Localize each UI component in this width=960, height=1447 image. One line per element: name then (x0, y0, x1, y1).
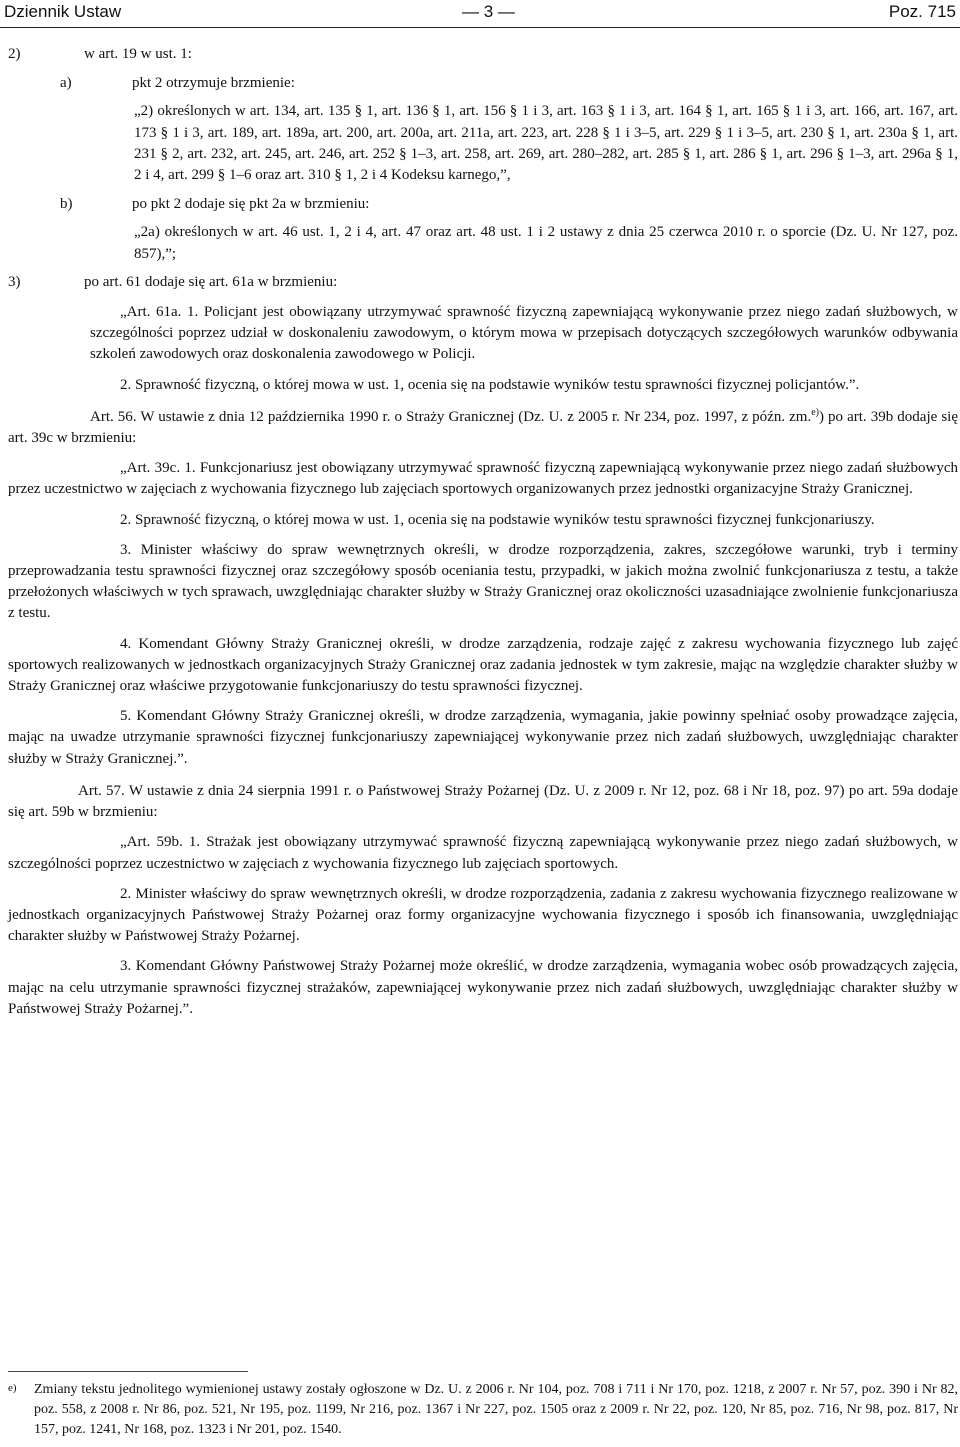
list-item-3 (8, 272, 958, 293)
list-number: 3) (8, 273, 21, 290)
journal-title: Dziennik Ustaw (4, 2, 122, 21)
footnote-mark: e) (8, 1382, 17, 1394)
art-39c-ust-5: 5. Komendant Główny Straży Granicznej określi, w drodze zarządzenia, wymagania, jakie powinny spełniać osoby prowadzące zajęcia, mając na uwadze utrzymanie sprawności fizycznej funkcjonariuszy zapewniającej wykonywanie przez nich zadań służbowych, uwzględniając charakter służby w Straży Granicznej.”. (8, 708, 958, 767)
art-61a-ust-1: „Art. 61a. 1. Policjant jest obowiązany utrzymywać sprawność fizyczną zapewniającą wykonywanie przez niego zadań służbowych, w szczególności poprzez udział w doskonaleniu zawodowym, o którym mowa w przepisach dotyczących szczegółowych warunków odbywania szkoleń zawodowych oraz doskonalenia zawodowego w Policji. (90, 304, 958, 363)
art-59b-ust-2: 2. Minister właściwy do spraw wewnętrznych określi, w drodze rozporządzenia, zadania z zakresu wychowania fizycznego realizowane w jednostkach organizacyjnych Państwowej Straży Pożarnej oraz formy organizacyjne wychowania fizycznego i sposób ich finansowania, uwzględniając charakter służby w Państwowej Straży Pożarnej. (8, 885, 958, 945)
art-39c-ust-4: 4. Komendant Główny Straży Granicznej określi, w drodze zarządzenia, rodzaje zajęć z zakresu wychowania fizycznego lub zajęć sportowych realizowanych w jednostkach organizacyjnych Straży Granicznej oraz zadania jednostek w tym zakresie, mając na względzie charakter służby w Straży Granicznej oraz właściwe przygotowanie funkcjonariuszy do testu sprawności fizycznej. (8, 635, 958, 695)
list-item-2 (8, 44, 958, 65)
art-59b-ust-3: 3. Komendant Główny Państwowej Straży Pożarnej może określić, w drodze zarządzenia, wymagania wobec osób prowadzących zajęcia, mając na celu utrzymanie sprawności fizycznej strażaków, zapewniającej wykonywanie przez nich zadań służbowych, uwzględniając charakter służby w Państwowej Straży Pożarnej.”. (8, 958, 958, 1017)
art-39c-ust-2: 2. Sprawność fizyczną, o której mowa w ust. 1, ocenia się na podstawie wyników testu sprawności fizycznej funkcjonariuszy. (120, 511, 875, 528)
footnote (8, 1380, 958, 1440)
document-body (8, 44, 958, 1020)
footnote-rule (8, 1371, 248, 1372)
footnote-text: Zmiany tekstu jednolitego wymienionej ustawy zostały ogłoszone w Dz. U. z 2006 r. Nr 104, poz. 708 i 711 i Nr 170, poz. 1218, z 2007 r. Nr 57, poz. 390 i Nr 82, poz. 558, z 2008 r. Nr 86, poz. 521, Nr 195, poz. 1199, Nr 216, poz. 1367 i Nr 227, poz. 1505 oraz z 2009 r. Nr 22, poz. 120, Nr 85, poz. 716, Nr 98, poz. 817, Nr 157, poz. 1241, Nr 168, poz. 1323 i Nr 201, poz. 1540. (34, 1382, 958, 1437)
art-57-intro: Art. 57. W ustawie z dnia 24 sierpnia 1991 r. o Państwowej Straży Pożarnej (Dz. U. z 2009 r. Nr 12, poz. 68 i Nr 18, poz. 97) po art. 59a dodaje się art. 59b w brzmieniu: (8, 782, 958, 821)
sub-item-letter: b) (60, 196, 73, 213)
header-rule (0, 27, 960, 28)
art-61a-ust-2: 2. Sprawność fizyczną, o której mowa w ust. 1, ocenia się na podstawie wyników testu sprawności fizycznej policjantów.”. (120, 376, 860, 393)
list-text: po art. 61 dodaje się art. 61a w brzmieniu: (84, 273, 338, 290)
quoted-amendment-pkt2: „2) określonych w art. 134, art. 135 § 1, art. 136 § 1, art. 156 § 1 i 3, art. 163 § 1 i 3, art. 164 § 1, art. 165 § 1 i 3, art. 166, art. 167, art. 173 § 1 i 3, art. 189, art. 189a, art. 200, art. 200a, art. 211a, art. 223, art. 228 § 1 i 3–5, art. 229 § 1 i 3–5, art. 230 § 1, art. 230a § 1, art. 231 § 2, art. 232, art. 245, art. 246, art. 252 § 1–3, art. 258, art. 269, art. 280–282, art. 285 § 1, art. 286 § 1, art. 296 § 1–3, art. 296a § 1, 2 i 4, art. 299 § 1–6 oraz art. 310 § 1, 2 i 4 Kodeksu karnego,”, (134, 103, 958, 184)
art-39c-ust-1: „Art. 39c. 1. Funkcjonariusz jest obowiązany utrzymywać sprawność fizyczną zapewniającą wykonywanie przez niego zadań służbowych przez uczestnictwo w zajęciach z wychowania fizycznego lub zajęciach sportowych organizowanych przez jednostki organizacyjne Straży Granicznej. (8, 460, 958, 498)
list-text: w art. 19 w ust. 1: (84, 46, 192, 62)
sub-item-text: pkt 2 otrzymuje brzmienie: (132, 75, 295, 92)
art-59b-ust-1: „Art. 59b. 1. Strażak jest obowiązany utrzymywać sprawność fizyczną zapewniającą wykonywanie przez niego zadań służbowych, w szczególności poprzez uczestnictwo w zajęciach z wychowania fizycznego lub zajęciach sportowych. (8, 834, 958, 872)
sub-item-b (8, 194, 958, 215)
art-56-intro: Art. 56. W ustawie z dnia 12 października 1990 r. o Straży Granicznej (Dz. U. z 2005 r. Nr 234, poz. 1997, z późn. zm.$^{e)}$) po art. 39b dodaje się art. 39c w brzmieniu: (8, 406, 958, 447)
sub-item-a (8, 73, 958, 94)
art-39c-ust-3: 3. Minister właściwy do spraw wewnętrznych określi, w drodze rozporządzenia, zakres, szczegółowe warunki, tryb i terminy przeprowadzania testu sprawności fizycznej oraz szczegółowy sposób oceniania testu, przypadki, w jakich można zwolnić funkcjonariusza z testu, a także przełożonych właściwych w tych sprawach, uwzględniając charakter służby w Straży Granicznej oraz okoliczności uzasadniające zwolnienie funkcjonariusza z testu. (8, 541, 958, 622)
quoted-amendment-pkt2a: „2a) określonych w art. 46 ust. 1, 2 i 4, art. 47 oraz art. 48 ust. 1 i 2 ustawy z dnia 25 czerwca 2010 r. o sporcie (Dz. U. Nr 127, poz. 857),”; (134, 224, 958, 262)
position-number: Poz. 715 (888, 2, 956, 21)
list-number: 2) (8, 46, 21, 62)
footnote-ref: e) (811, 406, 819, 418)
sub-item-letter: a) (60, 75, 72, 92)
page-header (0, 0, 960, 30)
page-number: — 3 — (462, 2, 515, 21)
sub-item-text: po pkt 2 dodaje się pkt 2a w brzmieniu: (132, 196, 370, 213)
